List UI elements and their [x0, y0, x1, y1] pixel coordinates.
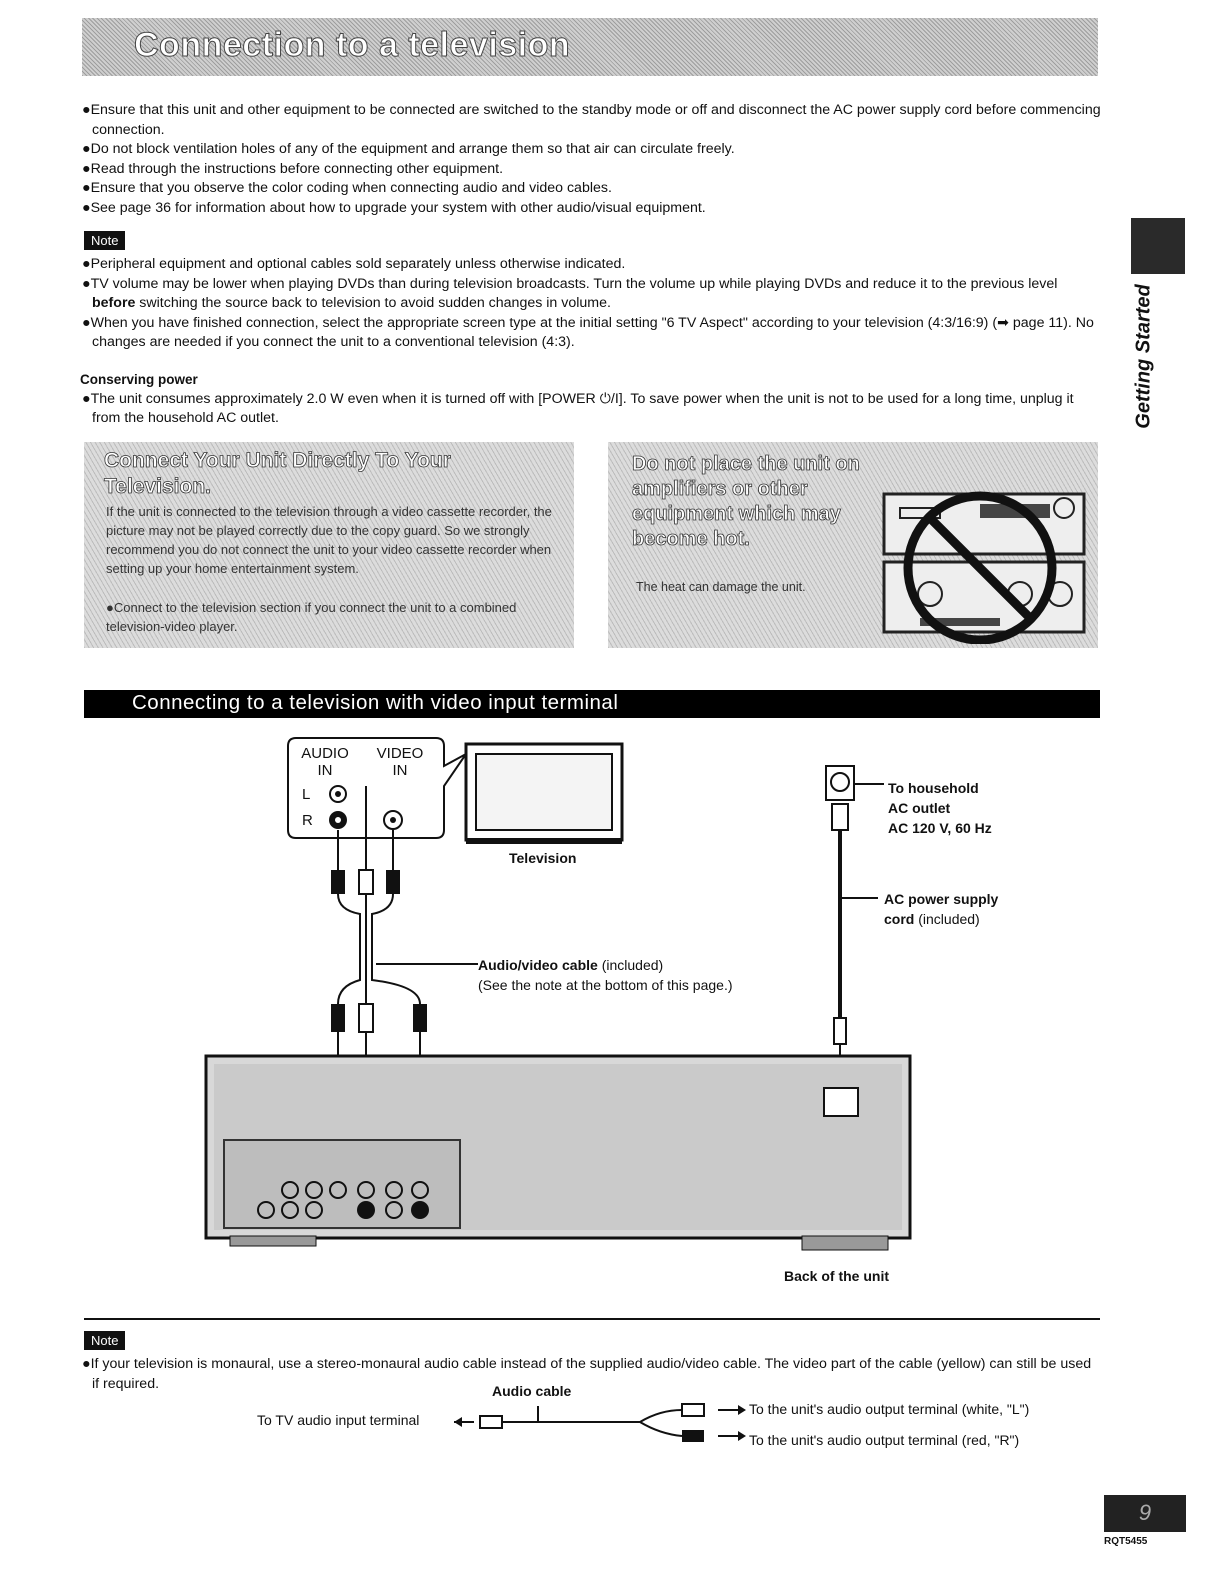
- section-title: Connecting to a television with video input terminal: [132, 691, 619, 714]
- note-text: switching the source back to television to avoid sudden changes in volume.: [135, 295, 611, 311]
- av-cable-note: (See the note at the bottom of this page.): [478, 977, 733, 993]
- warning-box-heat: [608, 442, 1098, 648]
- note-bold: before: [92, 295, 136, 311]
- note-label: Note: [84, 1331, 125, 1350]
- av-cable-included: (included): [597, 957, 664, 973]
- page-title: Connection to a television: [134, 26, 571, 64]
- power-cord-label: [884, 889, 998, 929]
- note-text: ●TV volume may be lower when playing DVDs than during television broadcasts. Turn the volume up while playing DVDs and reduce it to the previous level: [82, 275, 1058, 292]
- intro-bullet: ●Do not block ventilation holes of any of the equipment and arrange them so that air can circulate freely.: [82, 141, 735, 157]
- av-cable-title: Audio/video cable: [478, 957, 598, 973]
- warning-title: Connect Your Unit Directly To Your Television.: [104, 449, 451, 498]
- red-terminal-label: To the unit's audio output terminal (red, "R"): [749, 1432, 1020, 1448]
- conserving-power: [80, 370, 1102, 429]
- audio-in-label: AUDIO IN: [301, 745, 349, 779]
- page-title-bar: [82, 18, 1098, 76]
- video-in-label: VIDEO IN: [376, 745, 424, 779]
- note-monaural: [80, 1355, 1102, 1394]
- right-channel-label: R: [302, 812, 313, 829]
- connection-diagram: [0, 730, 1210, 1290]
- conserving-text: ●The unit consumes approximately 2.0 W even when it is turned off with [POWER ⏻/I]. To save power when the unit is not to be used for a long time, unplug it from the household AC outlet.: [82, 390, 1074, 426]
- left-channel-label: L: [302, 786, 311, 803]
- audio-cable-diagram: [450, 1400, 750, 1450]
- section-header: [84, 690, 1100, 718]
- stacked-equipment-prohibited-icon: [880, 478, 1090, 644]
- intro-bullet: ●See page 36 for information about how to upgrade your system with other audio/visual equipment.: [82, 199, 706, 216]
- ac-inlet-icon: [824, 1088, 858, 1116]
- warning-text: If the unit is connected to the television through a video cassette recorder, the picture may not be played correctly due to the copy guard. So we strongly recommend you do not connect the unit to your video cassette recorder when setting up your home entertainment system.: [106, 504, 552, 576]
- outlet-line: AC 120 V, 60 Hz: [888, 820, 992, 836]
- side-tab-label: Getting Started: [1132, 284, 1155, 429]
- note-bullet: ●When you have finished connection, select the appropriate screen type at the initial setting "6 TV Aspect" according to your television (4:3/16:9) (➡ page 11). No changes are needed if you connect the unit to a conventional television (4:3).: [82, 314, 1094, 350]
- warning-box-direct-connection: [84, 442, 574, 648]
- warning-title: Do not place the unit on amplifiers or other equipment which may become hot.: [632, 453, 860, 550]
- outlet-line: To household: [888, 780, 979, 796]
- audio-cable-label: Audio cable: [492, 1383, 572, 1399]
- white-terminal-label: To the unit's audio output terminal (white, "L"): [749, 1401, 1030, 1417]
- note-bullets: [80, 255, 1102, 353]
- document-code: RQT5455: [1104, 1536, 1148, 1547]
- intro-bullets: [80, 101, 1102, 218]
- page-number-box: [1104, 1495, 1186, 1532]
- note-bullet: ●If your television is monaural, use a stereo-monaural audio cable instead of the supplied audio/video cable. The video part of the cable (yellow) can still be used if required.: [82, 1356, 1092, 1392]
- cord-title: AC power supply: [884, 891, 999, 907]
- page-number: 9: [1138, 1500, 1152, 1525]
- av-cable-label: [478, 955, 733, 995]
- note-label: Note: [84, 231, 125, 250]
- cord-title-2: cord: [884, 911, 915, 927]
- ac-plug-icon: [832, 804, 848, 830]
- note-badge: [84, 231, 125, 250]
- divider: [84, 1318, 1100, 1320]
- cord-included: (included): [914, 911, 980, 927]
- note-bullet: ●Peripheral equipment and optional cables sold separately unless otherwise indicated.: [82, 256, 626, 272]
- intro-bullet: ●Ensure that this unit and other equipment to be connected are switched to the standby mode or off and disconnect the AC power supply cord before commencing connection.: [82, 102, 1101, 138]
- outlet-label: [888, 778, 992, 838]
- television-label: Television: [509, 850, 577, 866]
- warning-text: The heat can damage the unit.: [636, 580, 806, 594]
- note-badge: [84, 1331, 125, 1350]
- outlet-line: AC outlet: [888, 800, 951, 816]
- side-tab-block: [1131, 218, 1185, 274]
- side-tab: [1120, 284, 1160, 430]
- intro-bullet: ●Read through the instructions before connecting other equipment.: [82, 160, 504, 177]
- intro-bullet: ●Ensure that you observe the color coding when connecting audio and video cables.: [82, 180, 612, 196]
- conserving-heading: Conserving power: [80, 372, 198, 387]
- unit-back-label: Back of the unit: [784, 1268, 890, 1284]
- tv-audio-terminal-label: To TV audio input terminal: [257, 1412, 420, 1428]
- note-bullet: [80, 275, 1102, 314]
- warning-bullet: ●Connect to the television section if you connect the unit to a combined television-video player.: [106, 600, 517, 634]
